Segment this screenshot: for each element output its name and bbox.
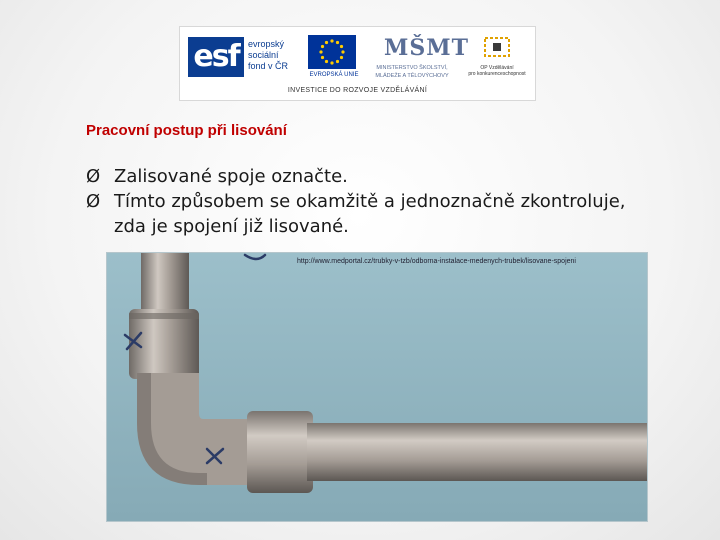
- op-logo: [462, 31, 532, 83]
- op-emblem-icon: [482, 35, 512, 59]
- logo-banner: [179, 26, 536, 101]
- esf-mark-text: esf: [193, 39, 239, 74]
- eu-logo: [304, 31, 360, 83]
- bullet-text: Zalisované spoje označte.: [114, 166, 348, 187]
- esf-line: sociální: [248, 50, 279, 60]
- bullet-list: [86, 164, 646, 239]
- op-line2: pro konkurenceschopnost: [468, 71, 526, 77]
- logo-row: [180, 31, 535, 83]
- msmt-line1: MINISTERSTVO ŠKOLSTVÍ,: [376, 65, 448, 71]
- eu-flag-icon: [308, 35, 356, 69]
- bullet-arrow-icon: Ø: [86, 191, 101, 212]
- bullet-item: [86, 164, 646, 189]
- msmt-logo: [370, 31, 469, 83]
- esf-mark: [188, 37, 244, 77]
- msmt-line2: MLÁDEŽE A TĚLOVÝCHOVY: [375, 73, 449, 79]
- bullet-item: [86, 189, 646, 239]
- bullet-arrow-icon: Ø: [86, 166, 101, 187]
- page-title: Pracovní postup při lisování: [86, 122, 287, 139]
- bullet-text: Tímto způsobem se okamžitě a jednoznačně zkontroluje, zda je spojení již lisované.: [114, 191, 626, 237]
- banner-slogan: INVESTICE DO ROZVOJE VZDĚLÁVÁNÍ: [287, 87, 428, 94]
- photo-source-url: http://www.medportal.cz/trubky-v-tzb/odborna-instalace-medenych-trubek/lisovane-spojeni: [297, 258, 576, 265]
- pipe-photo: [106, 252, 648, 522]
- op-line1: OP Vzdělávání: [480, 65, 514, 71]
- esf-line: evropský: [248, 39, 285, 49]
- msmt-mark: MŠMT: [384, 35, 469, 61]
- pipe-illustration: [107, 253, 647, 521]
- esf-text: [248, 39, 304, 72]
- esf-logo: [188, 31, 300, 83]
- esf-line: fond v ČR: [248, 61, 289, 71]
- eu-caption: EVROPSKÁ UNIE: [309, 72, 359, 78]
